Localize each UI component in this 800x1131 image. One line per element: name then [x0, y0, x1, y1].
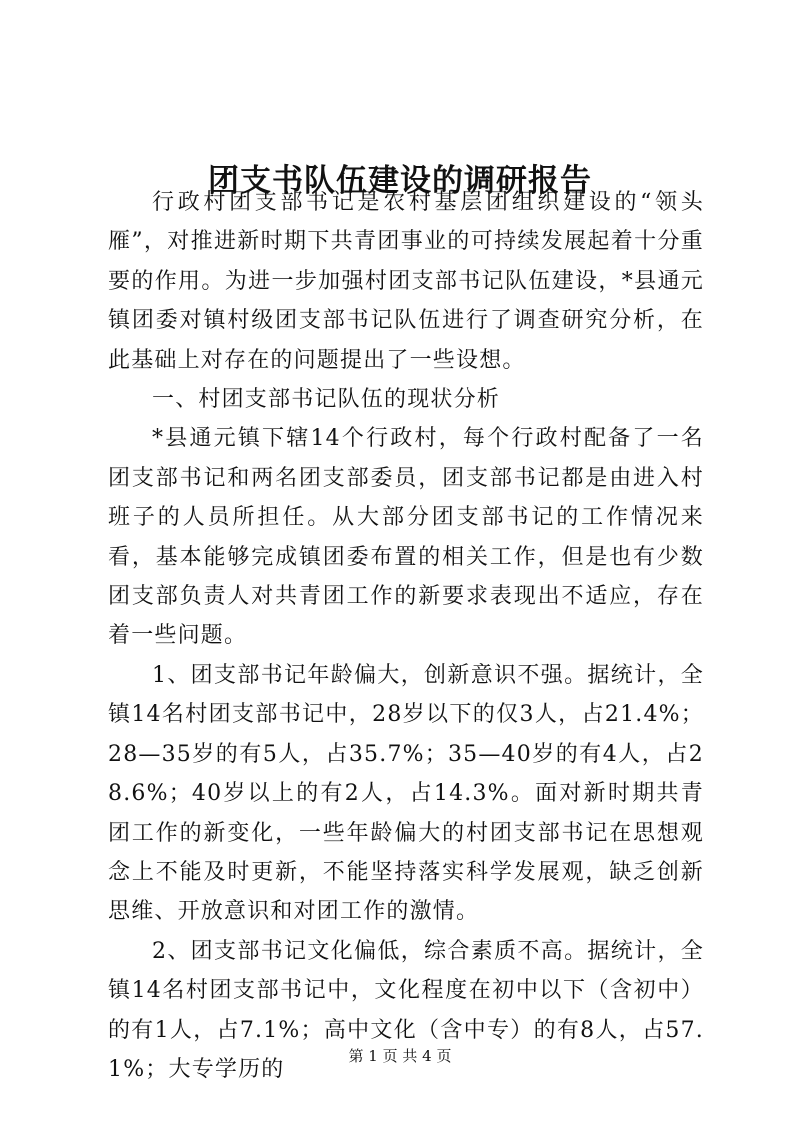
paragraph-status: *县通元镇下辖14个行政村，每个行政村配备了一名团支部书记和两名团支部委员，团支部书记都是由进入村班子的人员所担任。从大部分团支部书记的工作情况来看，基本能够完成镇团委布置的相关工作，但是也有少数团支部负责人对共青团工作的新要求表现出不适应，存在着一些问题。 — [108, 426, 704, 649]
document-body — [108, 183, 704, 1089]
document-title: 团支书队伍建设的调研报告 — [208, 162, 592, 199]
paragraph-point-2: 2、团支部书记文化偏低，综合素质不高。据统计，全镇14名村团支部书记中，文化程度在初中以下（含初中）的有1人，占7.1%；高中文化（含中专）的有8人，占57.1%；大专学历的 — [108, 938, 704, 1082]
page-number-footer: 第 1 页 共 4 页 — [348, 1047, 452, 1065]
paragraph-point-1: 1、团支部书记年龄偏大，创新意识不强。据统计，全镇14名村团支部书记中，28岁以下的仅3人，占21.4%；28—35岁的有5人，占35.7%；35—40岁的有4人，占28.6%；40岁以上的有2人，占14.3%。面对新时期共青团工作的新变化，一些年龄偏大的村团支部书记在思想观念上不能及时更新，不能坚持落实科学发展观，缺乏创新思维、开放意识和对团工作的激情。 — [108, 662, 704, 925]
paragraph-intro: 行政村团支部书记是农村基层团组织建设的“领头雁”，对推进新时期下共青团事业的可持续发展起着十分重要的作用。为进一步加强村团支部书记队伍建设，*县通元镇团委对镇村级团支部书记队伍进行了调查研究分析，在此基础上对存在的问题提出了一些设想。 — [108, 190, 704, 373]
section-heading-1: 一、村团支部书记队伍的现状分析 — [152, 387, 501, 413]
